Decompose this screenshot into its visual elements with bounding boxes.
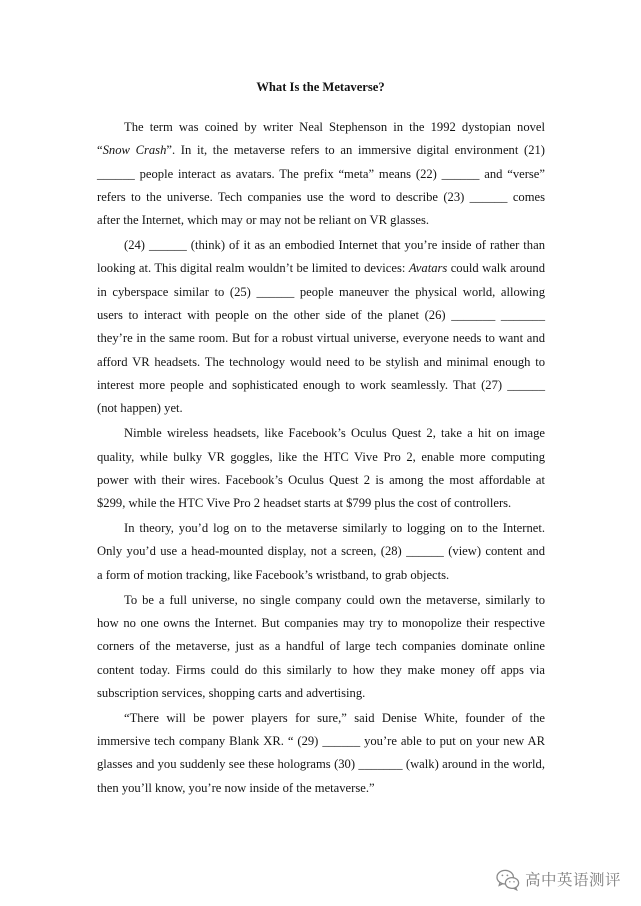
text-line [97,139,545,162]
text-line: (24) ______ (think) of it as an embodied Internet that you’re inside of rather than [124,238,545,253]
text-segment: ”. In it, the metaverse refers to an immersive digital environment (21) [166,143,545,158]
text-line: subscription services, shopping carts and advertising. [97,685,366,700]
paragraph-6 [97,707,545,800]
text-line: how no one owns the Internet. But companies may try to monopolize their respective [97,615,545,630]
paragraph-2 [97,234,545,420]
text-line: $299, while the HTC Vive Pro 2 headset starts at $799 plus the cost of controllers. [97,496,512,511]
wechat-icon [496,869,520,891]
text-segment: “ [97,143,103,158]
text-line: after the Internet, which may or may not be reliant on VR glasses. [97,213,430,228]
text-segment: looking at. This digital realm wouldn’t be limited to devices: [97,261,409,276]
italic-term-avatars: Avatars [408,261,448,276]
text-line: Nimble wireless headsets, like Facebook’s Oculus Quest 2, take a hit on image [124,426,545,441]
watermark-text: 高中英语测评 [525,871,622,889]
text-line: they’re in the same room. But for a robust virtual universe, everyone needs to want and [97,331,545,346]
text-line: users to interact with people on the other side of the planet (26) _______ _______ [97,308,545,323]
paragraph-5 [97,589,545,705]
text-line: In theory, you’d log on to the metaverse similarly to logging on to the Internet. [124,521,545,536]
italic-novel-title: Snow Crash [102,143,167,158]
text-line: in cyberspace similar to (25) ______ people maneuver the physical world, allowing [97,284,545,299]
text-line: immersive tech company Blank XR. “ (29) ______ you’re able to put on your new AR [97,734,545,749]
eye-dot [513,881,515,883]
text-line: (not happen) yet. [97,401,183,416]
eye-dot [509,881,511,883]
text-line: ______ people interact as avatars. The prefix “meta” means (22) ______ and “verse” [97,166,545,181]
eye-dot [502,875,504,877]
text-line: power with their wires. Facebook’s Oculus Quest 2 is among the most affordable at [97,472,545,487]
text-line: quality, while bulky VR goggles, like the HTC Vive Pro 2, enable more computing [97,449,545,464]
text-line [97,257,545,280]
text-line: glasses and you suddenly see these holograms (30) _______ (walk) around in the world, [97,757,545,772]
paragraph-4 [97,517,545,587]
eye-dot [507,875,509,877]
text-line: then you’ll know, you’re now inside of the metaverse.” [97,780,375,795]
text-line: corners of the metaverse, just as a handful of large tech companies dominate online [97,639,545,654]
text-line: “There will be power players for sure,” said Denise White, founder of the [124,710,545,725]
text-line: Only you’d use a head-mounted display, not a screen, (28) ______ (view) content and [97,544,545,559]
text-line: interest more people and sophisticated enough to work seamlessly. That (27) ______ [97,377,545,392]
text-line: The term was coined by writer Neal Stephenson in the 1992 dystopian novel [124,120,545,134]
text-line: refers to the universe. Tech companies use the word to describe (23) ______ comes [97,189,545,204]
text-segment: could walk around [447,261,545,276]
paragraph-1 [97,116,545,232]
article-body [97,116,545,800]
watermark [496,868,621,892]
text-line: a form of motion tracking, like Facebook’s wristband, to grab objects. [97,567,450,582]
text-line: afford VR headsets. The technology would need to be stylish and minimal enough to [97,354,545,369]
text-line: To be a full universe, no single company could own the metaverse, similarly to [124,592,545,607]
text-line: content today. Firms could do this similarly to how they make money off apps via [97,662,545,677]
paragraph-3 [97,422,545,515]
bubble-small [505,878,518,889]
document-title: What Is the Metaverse? [256,80,385,94]
